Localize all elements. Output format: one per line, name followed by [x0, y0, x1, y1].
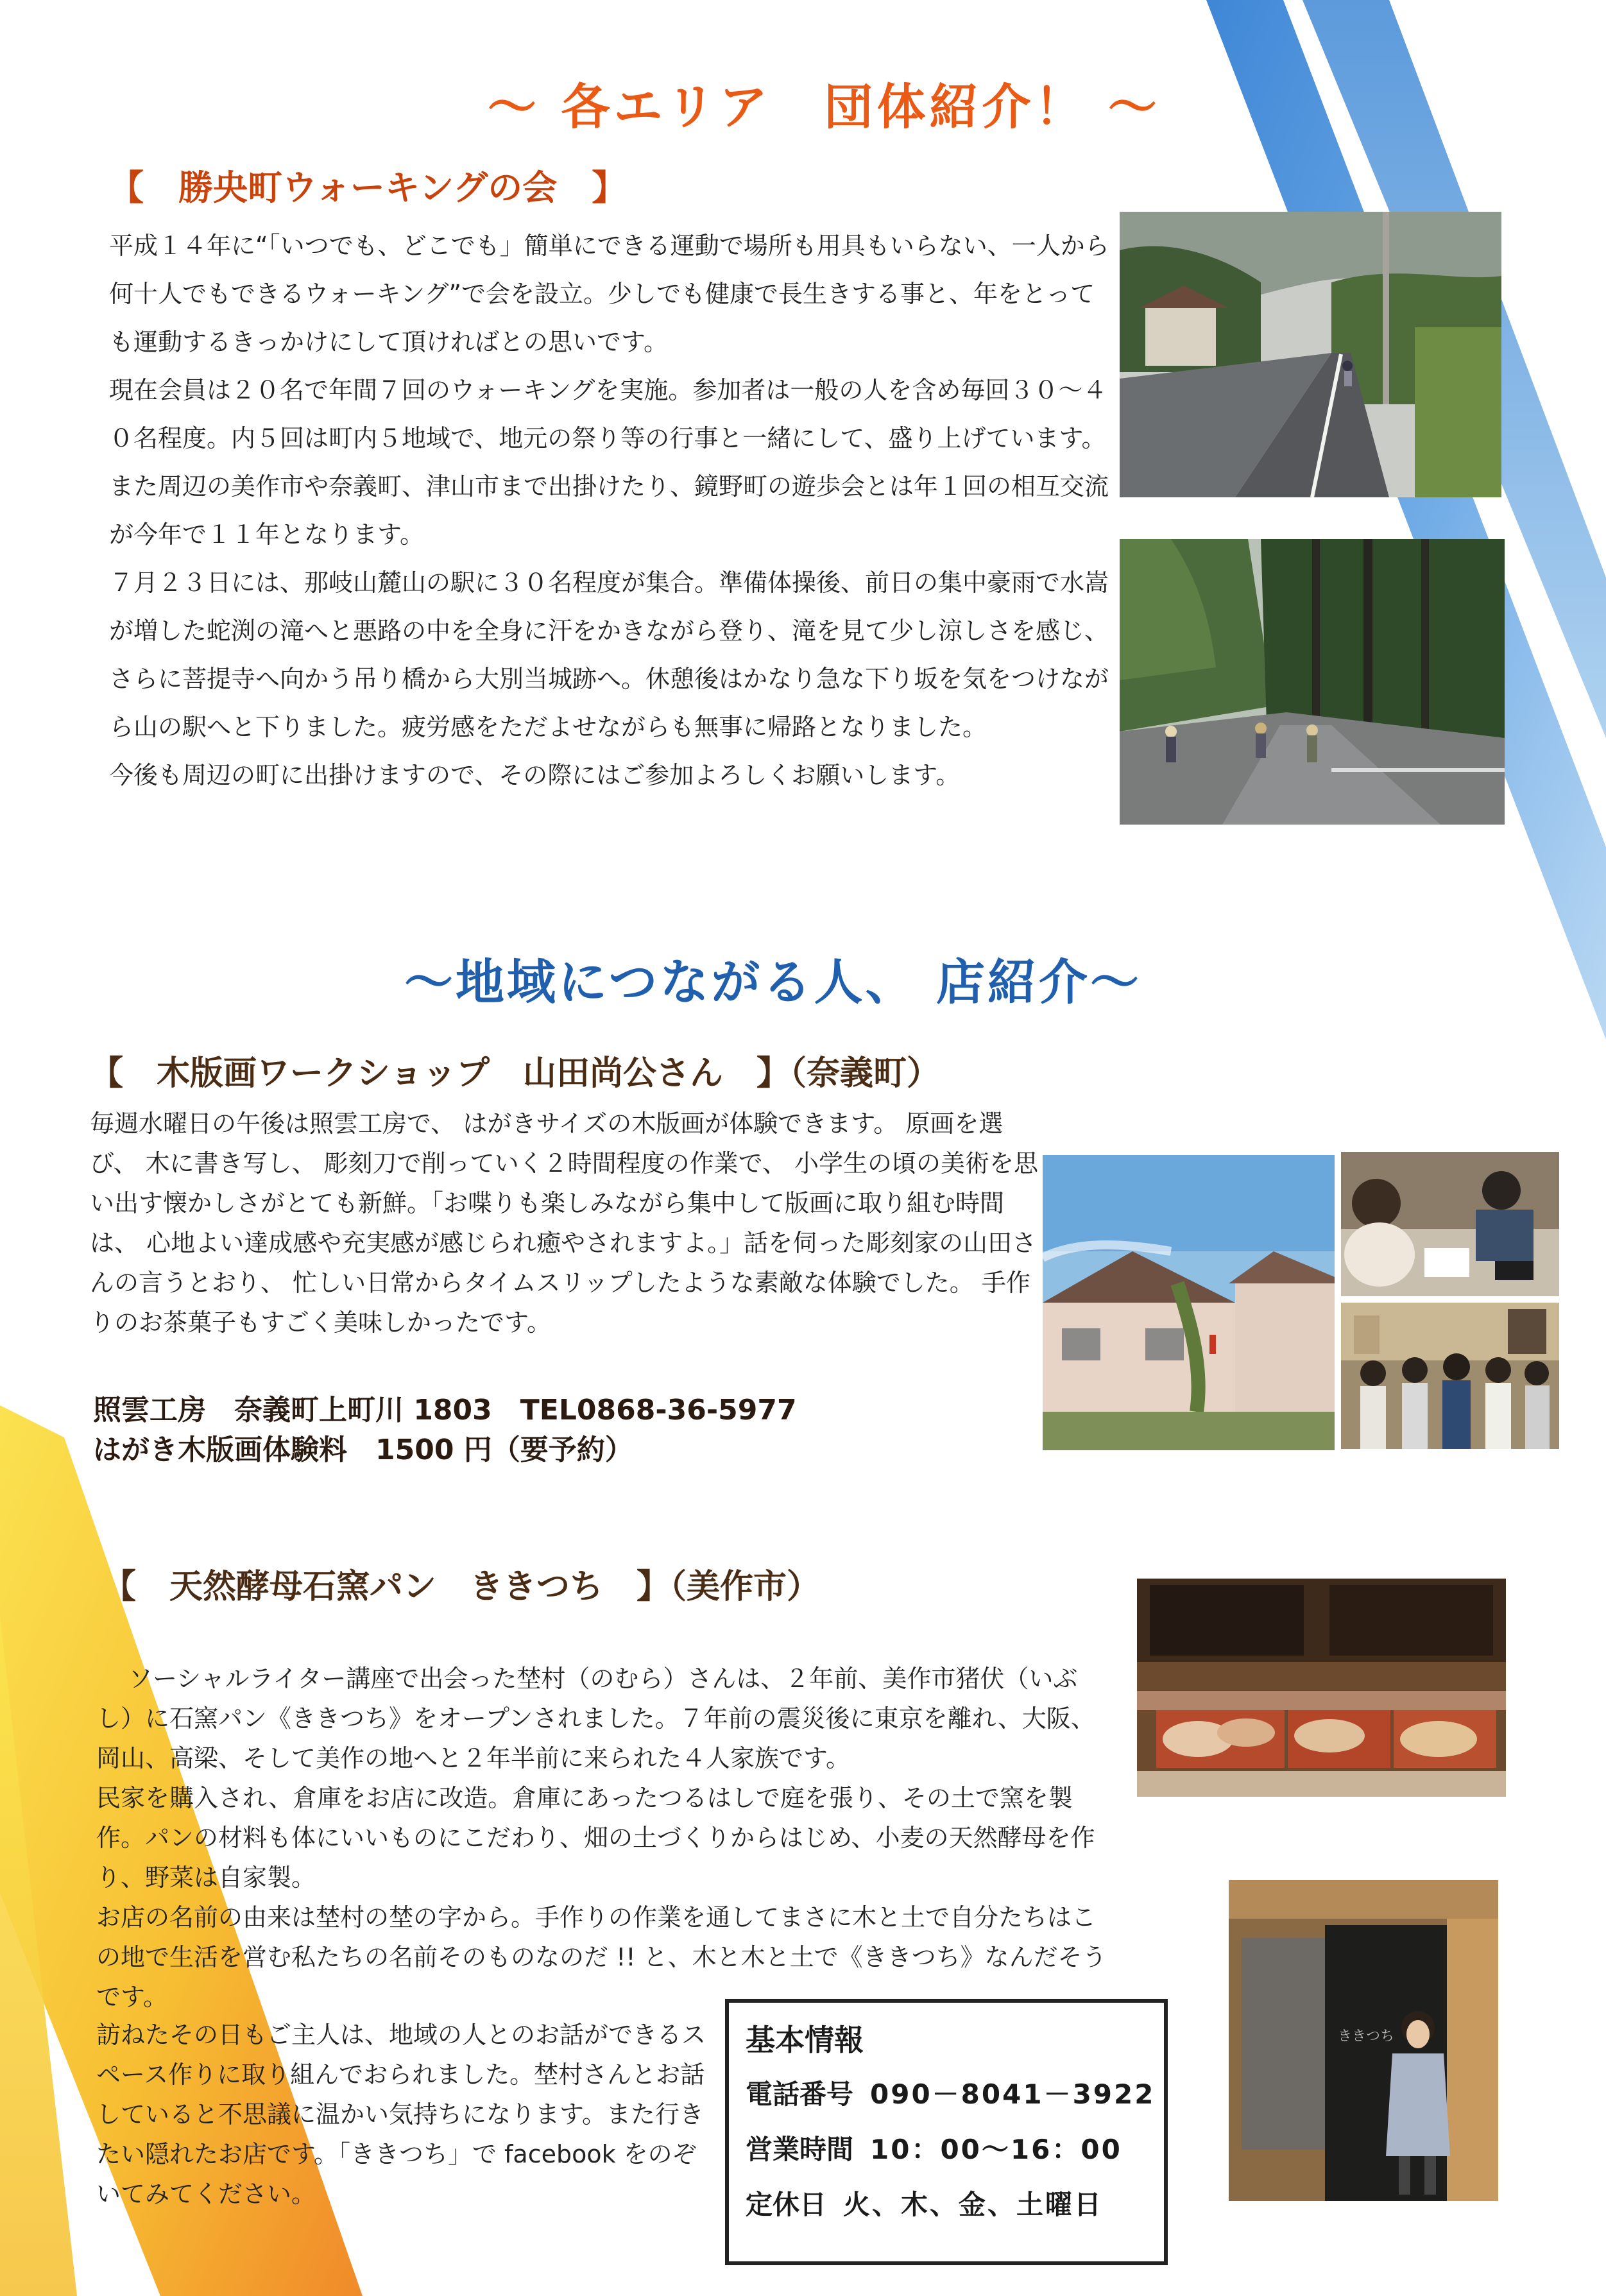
paragraph: 民家を購入され、倉庫をお店に改造。倉庫にあったつるはしで庭を張り、その土で窯を製作。パンの材料も体にいいものにこだわり、畑の土づくりからはじめ、小麦の天然酵母を作り、野菜は自家製。: [96, 1784, 1095, 1892]
bakery-info-box: [725, 1999, 1168, 2265]
paragraph: 今後も周辺の町に出掛けますので、その際にはご参加よろしくお願いします。: [109, 761, 961, 789]
woodblock-shop-title: 【 木版画ワークショップ 山田尚公さん 】（奈義町）: [90, 1054, 940, 1093]
paragraph: 現在会員は２０名で年間７回のウォーキングを実施。参加者は一般の人を含め毎回３０～４０名程度。内５回は町内５地域で、地元の祭り等の行事と一緒にして、盛り上げています。また周辺の美作市や奈義町、津山市まで出掛けたり、鏡野町の遊歩会とは年１回の相互交流が今年で１１年となります。: [109, 376, 1109, 549]
paragraph: 訪ねたその日もご主人は、地域の人とのお話ができるスペース作りに取り組んでおられました。埜村さんとお話していると不思議に温かい気持ちになります。また行きたい隠れたお店です。「ききつち」で facebook をのぞいてみてください。: [96, 2021, 706, 2208]
bakery-title: 【 天然酵母石窯パン ききつち 】（美作市）: [103, 1568, 821, 1606]
info-hours-row: [746, 2129, 1147, 2167]
phone-number: 090－8041－3922: [870, 2078, 1156, 2110]
photo-workshop-carving: [1341, 1152, 1559, 1296]
info-box-title: 基本情報: [746, 2023, 864, 2057]
photo-shop-owner: [1229, 1880, 1498, 2201]
closed-days: 火、木、金、土曜日: [843, 2189, 1104, 2220]
photo-bread-display: [1137, 1579, 1506, 1797]
info-phone-row: [746, 2073, 1156, 2112]
phone-label: 電話番号: [746, 2078, 854, 2110]
woodblock-price: はがき木版画体験料 1500 円（要予約）: [93, 1434, 633, 1466]
closed-label: 定休日: [746, 2189, 827, 2220]
photo-forest-walk: [1120, 539, 1505, 825]
hours-value: 10：00～16：00: [870, 2134, 1122, 2165]
walking-group-title: 【 勝央町ウォーキングの会 】: [109, 167, 627, 208]
paragraph: ソーシャルライター講座で出会った埜村（のむら）さんは、２年前、美作市猪伏（いぶし）に石窯パン《ききつち》をオープンされました。７年前の震災後に東京を離れ、大阪、岡山、高梁、そして美作の地へと２年半前に来られた４人家族です。: [96, 1665, 1095, 1772]
svg-text:ききつち: ききつち: [1338, 2028, 1395, 2044]
walking-group-text: [109, 222, 1113, 800]
bakery-text-lower: [96, 2015, 712, 2214]
paragraph: ７月２３日には、那岐山麓山の駅に３０名程度が集合。準備体操後、前日の集中豪雨で水嵩が増した蛇渕の滝へと悪路の中を全身に汗をかきながら登り、滝を見て少し涼しさを感じ、さらに菩提寺へ向かう吊り橋から大別当城跡へ。休憩後はかなり急な下り坂を気をつけながら山の駅へと下りました。疲労感をただよせながらも無事に帰路となりました。: [109, 569, 1109, 741]
photo-workshop-group: [1341, 1303, 1559, 1449]
bakery-text-upper: [96, 1659, 1110, 2017]
info-closed-row: [746, 2184, 1147, 2222]
section2-title: ～地域につながる人、 店紹介～: [404, 954, 1141, 1011]
section1-title: ～ 各エリア 団体紹介！ ～: [488, 78, 1161, 135]
hours-label: 営業時間: [746, 2134, 854, 2165]
paragraph: お店の名前の由来は埜村の埜の字から。手作りの作業を通してまさに木と土で自分たちはこの地で生活を営む私たちの名前そのものなのだ !! と、木と木と土で《ききつち》なんだそうです。: [96, 1903, 1107, 2011]
paragraph: 毎週水曜日の午後は照雲工房で、 はがきサイズの木版画が体験できます。 原画を選び、 木に書き写し、 彫刻刀で削っていく２時間程度の作業で、 小学生の頃の美術を思い出す懐かしさがとても新鮮。「お喋りも楽しみながら集中して版画に取り組む時間は、 心地よい達成感や充実感が感じられ癒やされますよ。」話を伺った彫刻家の山田さんの言うとおり、 忙しい日常からタイムスリップしたような素敵な体験でした。 手作りのお茶菓子もすごく美味しかったです。: [90, 1109, 1038, 1337]
photo-walking-road: [1120, 212, 1501, 497]
paragraph: 平成１４年に“「いつでも、どこでも」簡単にできる運動で場所も用具もいらない、一人から何十人でもできるウォーキング”で会を設立。少しでも健康で長生きする事と、年をとっても運動するきっかけにして頂ければとの思いです。: [109, 232, 1109, 356]
woodblock-address: 照雲工房 奈義町上町川 1803 TEL0868-36-5977: [93, 1394, 797, 1426]
photo-workshop-building: [1043, 1155, 1335, 1450]
woodblock-shop-text: [90, 1104, 1046, 1342]
